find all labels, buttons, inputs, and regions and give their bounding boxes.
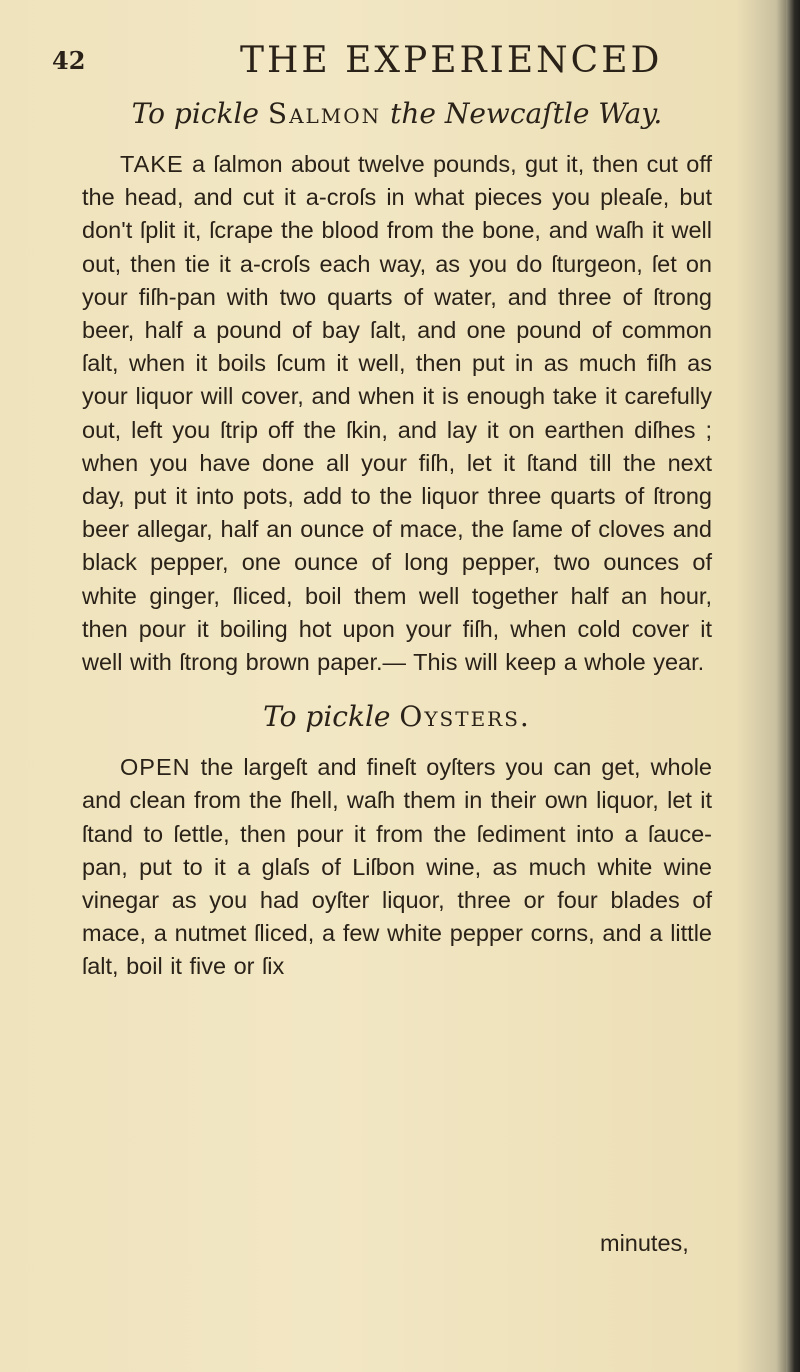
title-subject: Oysters. <box>399 700 531 734</box>
first-word: OPEN <box>120 754 191 781</box>
page-header <box>52 38 752 88</box>
first-word: TAKE <box>120 151 184 177</box>
title-subject: Salmon <box>267 97 382 130</box>
recipe-title-salmon <box>82 94 712 134</box>
body-text: a ſalmon about twelve pounds, gut it, then cut off the head, and cut it a-croſs in what pieces you pleaſe, but don't ſplit it, ſcrape the blood from the bone, and waſh it well out, then tie it a-croſs each way, as you do ſturgeon, ſet on your fiſh-pan with two quarts of water, and three of ſtrong beer, half a pound of bay ſalt, and one pound of common ſalt, when it boils ſcum it well, then put in as much fiſh as your liquor will cover, and when it is enough take it carefully out, left you ſtrip off the ſkin, and lay it on earthen diſhes ; when you have done all your fiſh, let it ſtand till the next day, put it into pots, add to the liquor three quarts of ſtrong beer allegar, half an ounce of mace, the ſame of cloves and black pepper, one ounce of long pepper, two ounces of white ginger, ſliced, boil them well together half an hour, then pour it boiling hot upon your fiſh, when cold cover it well with ſtrong brown paper.— This will keep a whole year. <box>82 151 712 676</box>
page-edge <box>786 0 800 1372</box>
page-content <box>82 94 712 984</box>
title-tail: the Newcaſtle Way. <box>390 97 663 130</box>
title-lead: To pickle <box>263 700 391 734</box>
recipe-title-oysters <box>82 697 712 737</box>
catchword: minutes, <box>600 1230 689 1256</box>
running-head: THE EXPERIENCED <box>240 40 663 81</box>
recipe-body-salmon <box>82 148 712 679</box>
title-lead: To pickle <box>131 97 259 130</box>
body-text: the largeſt and fineſt oyſters you can get, whole and clean from the ſhell, waſh them in their own liquor, let it ſtand to ſettle, then pour it from the ſediment into a ſauce-pan, put to it a glaſs of Liſbon wine, as much white wine vinegar as you had oyſter liquor, three or four blades of mace, a nutmet ſliced, a few white pepper corns, and a little ſalt, boil it five or ſix <box>82 754 712 980</box>
page-number: 42 <box>52 46 86 75</box>
recipe-body-oysters <box>82 751 712 983</box>
